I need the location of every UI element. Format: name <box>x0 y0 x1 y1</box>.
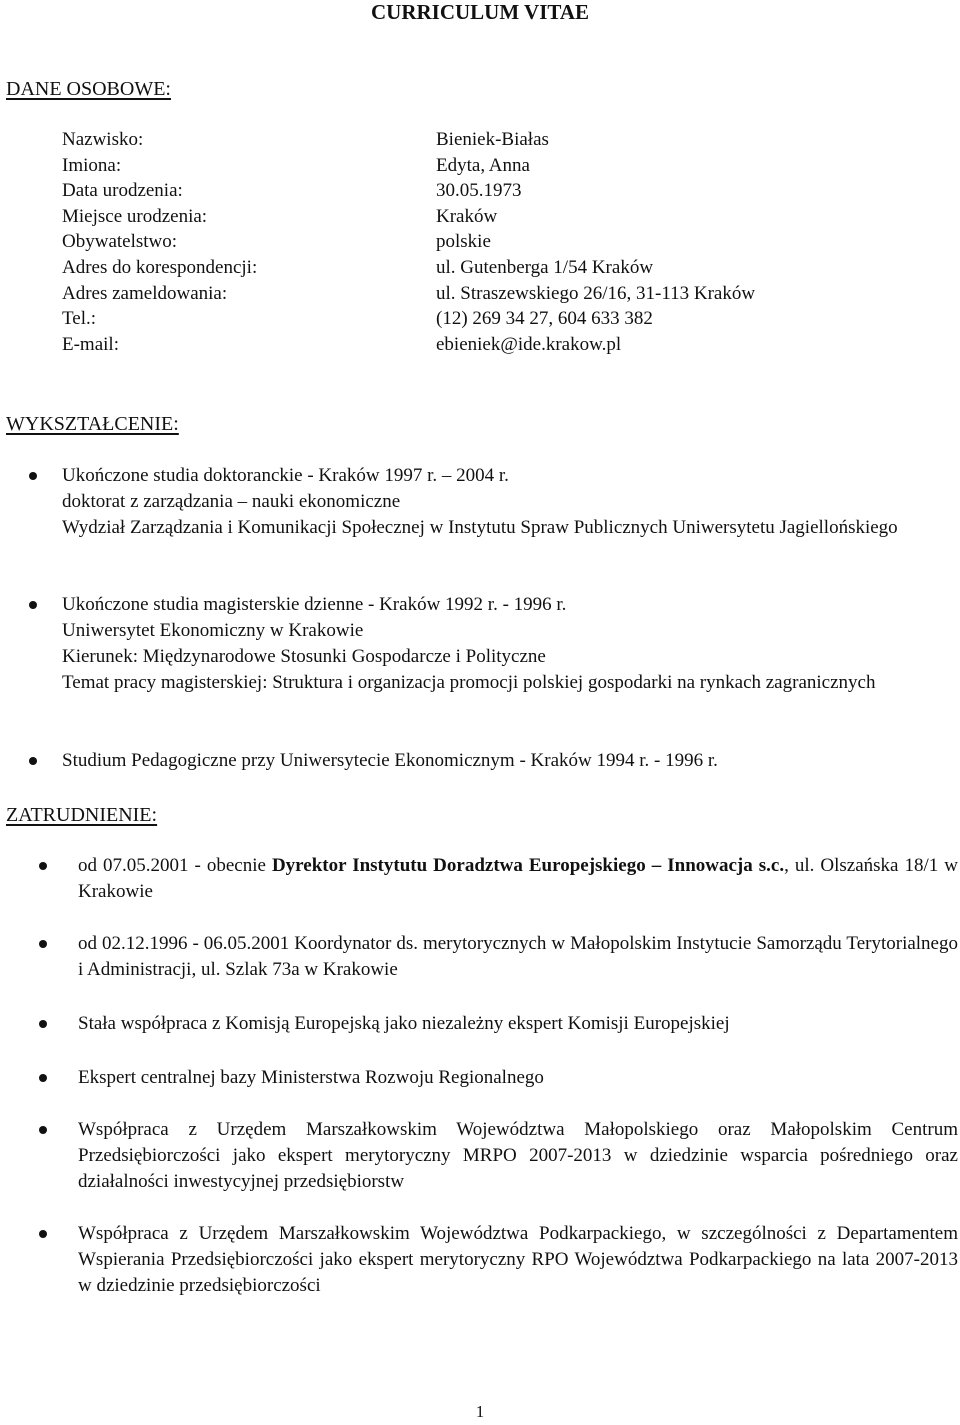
field-value: Kraków <box>436 205 498 227</box>
bullet-icon <box>39 1230 47 1238</box>
field-label: Data urodzenia: <box>62 180 183 202</box>
section-heading-education: WYKSZTAŁCENIE: <box>6 413 179 435</box>
employment-entry: Ekspert centralnej bazy Ministerstwa Rozwoju Regionalnego <box>78 1067 544 1088</box>
field-value: ul. Gutenberga 1/54 Kraków <box>436 256 654 278</box>
bullet-icon <box>39 1126 47 1134</box>
education-title: Studium Pedagogiczne przy Uniwersytecie Ekonomicznym - Kraków 1994 r. - 1996 r. <box>62 750 718 771</box>
field-value: (12) 269 34 27, 604 633 382 <box>436 308 653 330</box>
field-label: Obywatelstwo: <box>62 231 178 253</box>
bullet-icon <box>39 1074 47 1082</box>
list-item <box>62 463 958 541</box>
employer-address: , ul. Olszańska 18/1 w Krakowie <box>78 855 959 902</box>
field-value: polskie <box>436 231 491 253</box>
bullet-icon <box>39 940 47 948</box>
education-detail: Uniwersytet Ekonomiczny w Krakowie <box>62 620 364 641</box>
employment-entry: od 02.12.1996 - 06.05.2001 Koordynator ds. merytorycznych w Małopolskim Instytucie Samorządu Terytorialnego i Administracji, ul. Szlak 73a w Krakowie <box>78 933 958 980</box>
bullet-icon <box>29 601 37 609</box>
field-label: Adres zameldowania: <box>62 282 228 304</box>
education-detail: Temat pracy magisterskiej: Struktura i organizacja promocji polskiej gospodarki na rynkach zagranicznych <box>62 672 876 693</box>
bullet-icon <box>39 1020 47 1028</box>
employment-entry <box>78 853 958 905</box>
employment-dates: od 07.05.2001 - obecnie <box>78 855 272 876</box>
field-value: Edyta, Anna <box>436 154 530 176</box>
employment-entry: Współpraca z Urzędem Marszałkowskim Województwa Podkarpackiego, w szczególności z Departamentem Wspierania Przedsiębiorczości jako ekspert merytoryczny RPO Województwa Podkarpackiego na lata 2007-2013 w dziedzinie przedsiębiorczości <box>78 1223 958 1296</box>
field-label: E-mail: <box>62 333 119 355</box>
employment-entry: Stała współpraca z Komisją Europejską jako niezależny ekspert Komisji Europejskiej <box>78 1013 730 1034</box>
list-item <box>62 748 958 774</box>
field-value: 30.05.1973 <box>436 180 522 202</box>
education-detail: Wydział Zarządzania i Komunikacji Społecznej w Instytutu Spraw Publicznych Uniwersytetu Jagiellońskiego <box>62 517 898 538</box>
field-label: Imiona: <box>62 154 122 176</box>
list-item <box>78 1065 958 1091</box>
field-label: Nazwisko: <box>62 129 144 150</box>
list-item <box>78 931 958 983</box>
page-number: 1 <box>475 1402 485 1421</box>
field-label: Miejsce urodzenia: <box>62 205 208 227</box>
list-item <box>78 853 958 905</box>
education-detail: Kierunek: Międzynarodowe Stosunki Gospodarcze i Polityczne <box>62 646 546 667</box>
field-value: Bieniek-Białas <box>436 129 549 150</box>
employment-entry: Współpraca z Urzędem Marszałkowskim Województwa Małopolskiego oraz Małopolskim Centrum Przedsiębiorczości jako ekspert merytoryczny MRPO 2007-2013 w dziedzinie wsparcia pośredniego oraz działalności inwestycyjnej przedsiębiorstw <box>78 1119 958 1192</box>
field-value: ul. Straszewskiego 26/16, 31-113 Kraków <box>436 282 756 304</box>
page-title: CURRICULUM VITAE <box>371 0 589 24</box>
field-label: Adres do korespondencji: <box>62 256 258 278</box>
email-value[interactable]: ebieniek@ide.krakow.pl <box>436 333 622 355</box>
bullet-icon <box>29 472 37 480</box>
list-item <box>62 592 958 696</box>
list-item <box>78 1011 958 1037</box>
education-detail: doktorat z zarządzania – nauki ekonomiczne <box>62 491 401 512</box>
list-item <box>78 1221 958 1299</box>
section-heading-personal: DANE OSOBOWE: <box>6 78 171 100</box>
bullet-icon <box>39 862 47 870</box>
bullet-icon <box>29 757 37 765</box>
section-heading-employment: ZATRUDNIENIE: <box>6 804 158 826</box>
employer-name: Dyrektor Instytutu Doradztwa Europejskiego – Innowacja s.c. <box>271 855 785 876</box>
education-title: Ukończone studia magisterskie dzienne - Kraków 1992 r. - 1996 r. <box>62 594 567 615</box>
list-item <box>78 1117 958 1195</box>
education-title: Ukończone studia doktoranckie - Kraków 1997 r. – 2004 r. <box>62 465 509 486</box>
field-label: Tel.: <box>62 308 97 330</box>
